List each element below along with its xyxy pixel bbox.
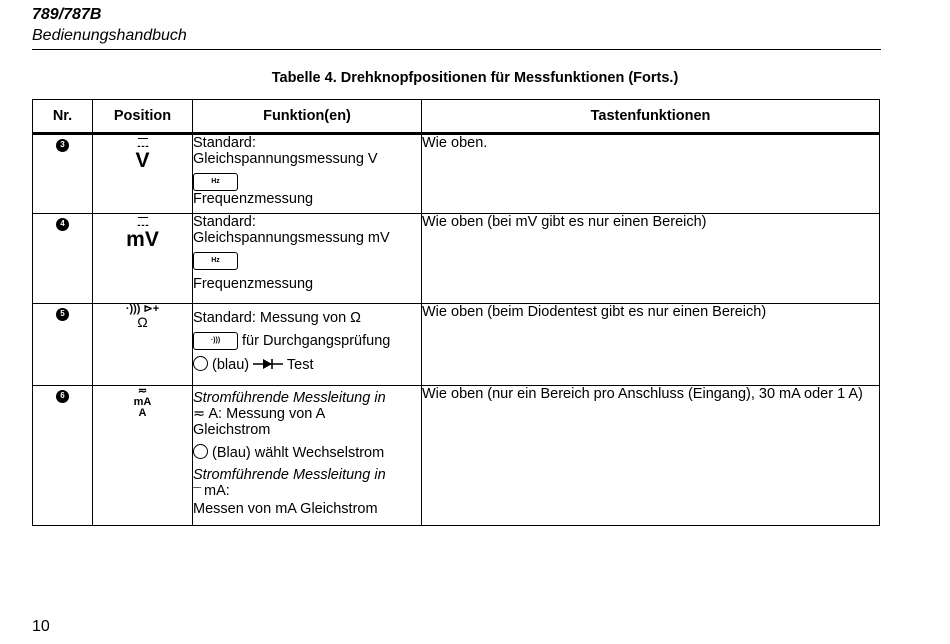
table-row <box>33 134 880 214</box>
hz-key-icon: Hz <box>193 173 238 191</box>
col-header-funktion: Funktion(en) <box>193 100 422 134</box>
row-number-badge: 4 <box>56 218 69 231</box>
page-number: 10 <box>32 618 50 635</box>
position-symbol: mV <box>126 228 159 251</box>
fn-lead-note: Stromführende Messleitung in <box>193 467 386 483</box>
position-symbol-ma: mA <box>133 396 152 408</box>
col-header-tasten: Tastenfunktionen <box>422 100 880 134</box>
continuity-key-icon: ·))) <box>193 332 238 350</box>
fn-blue-label: (blau) <box>212 357 250 373</box>
header-rule <box>32 49 881 50</box>
tasten-cell: Wie oben (nur ein Bereich pro Anschluss (Eingang), 30 mA oder 1 A) <box>422 386 880 526</box>
fn-blue-label: (Blau) wählt Wechselstrom <box>212 445 385 461</box>
ohm-icon: Ω <box>137 314 148 330</box>
model-number: 789/787B <box>32 6 102 23</box>
document-header <box>32 4 187 46</box>
col-header-position: Position <box>93 100 193 134</box>
fn-description: Gleichspannungsmessung V <box>193 151 378 167</box>
table-row <box>33 304 880 386</box>
tasten-cell: Wie oben (bei mV gibt es nur einen Bereich) <box>422 214 880 304</box>
fn-alt-description: Frequenzmessung <box>193 191 314 207</box>
position-symbol: V <box>135 149 150 172</box>
table-row <box>33 214 880 304</box>
fn-ma-label: mA: <box>204 483 230 499</box>
blue-button-icon <box>193 356 208 371</box>
diode-icon <box>253 358 283 370</box>
table-header-row <box>33 100 880 134</box>
tasten-cell: Wie oben. <box>422 134 880 214</box>
dc-symbol-icon: ― - - - <box>137 133 148 152</box>
row-number-badge: 3 <box>56 139 69 152</box>
fn-alt-description: Frequenzmessung <box>193 276 314 292</box>
table-row <box>33 386 880 526</box>
ac-dc-icon: ≂ <box>193 406 206 422</box>
position-symbol-a: A <box>138 407 147 419</box>
continuity-diode-icon: ·))) ⊳+ <box>125 303 160 315</box>
fn-test-label: Test <box>286 357 314 373</box>
fn-standard-label: Standard: <box>193 214 256 230</box>
manual-title: Bedienungshandbuch <box>32 27 187 44</box>
row-number-badge: 5 <box>56 308 69 321</box>
row-number-badge: 6 <box>56 390 69 403</box>
tasten-cell: Wie oben (beim Diodentest gibt es nur einen Bereich) <box>422 304 880 386</box>
fn-key-description: für Durchgangsprüfung <box>242 332 391 349</box>
col-header-nr: Nr. <box>33 100 93 134</box>
fn-ma-description: Messen von mA Gleichstrom <box>193 501 378 517</box>
fn-lead-note: Stromführende Messleitung in <box>193 390 386 406</box>
fn-standard-label: Standard: <box>193 135 256 151</box>
fn-description: Standard: Messung von Ω <box>193 310 362 326</box>
fn-description: Gleichspannungsmessung mV <box>193 230 390 246</box>
table-caption: Tabelle 4. Drehknopfpositionen für Messfunktionen (Forts.) <box>271 70 679 86</box>
ac-dc-icon: ≂ <box>137 385 148 397</box>
hz-key-icon: Hz <box>193 252 238 270</box>
fn-description-cont: Gleichstrom <box>193 422 271 438</box>
fn-description: A: Messung von A <box>208 406 326 422</box>
function-table <box>32 99 880 526</box>
dc-symbol-icon: ― - - - <box>137 212 148 231</box>
blue-button-icon <box>193 444 208 459</box>
dc-icon: ‾‾‾ <box>193 487 200 498</box>
